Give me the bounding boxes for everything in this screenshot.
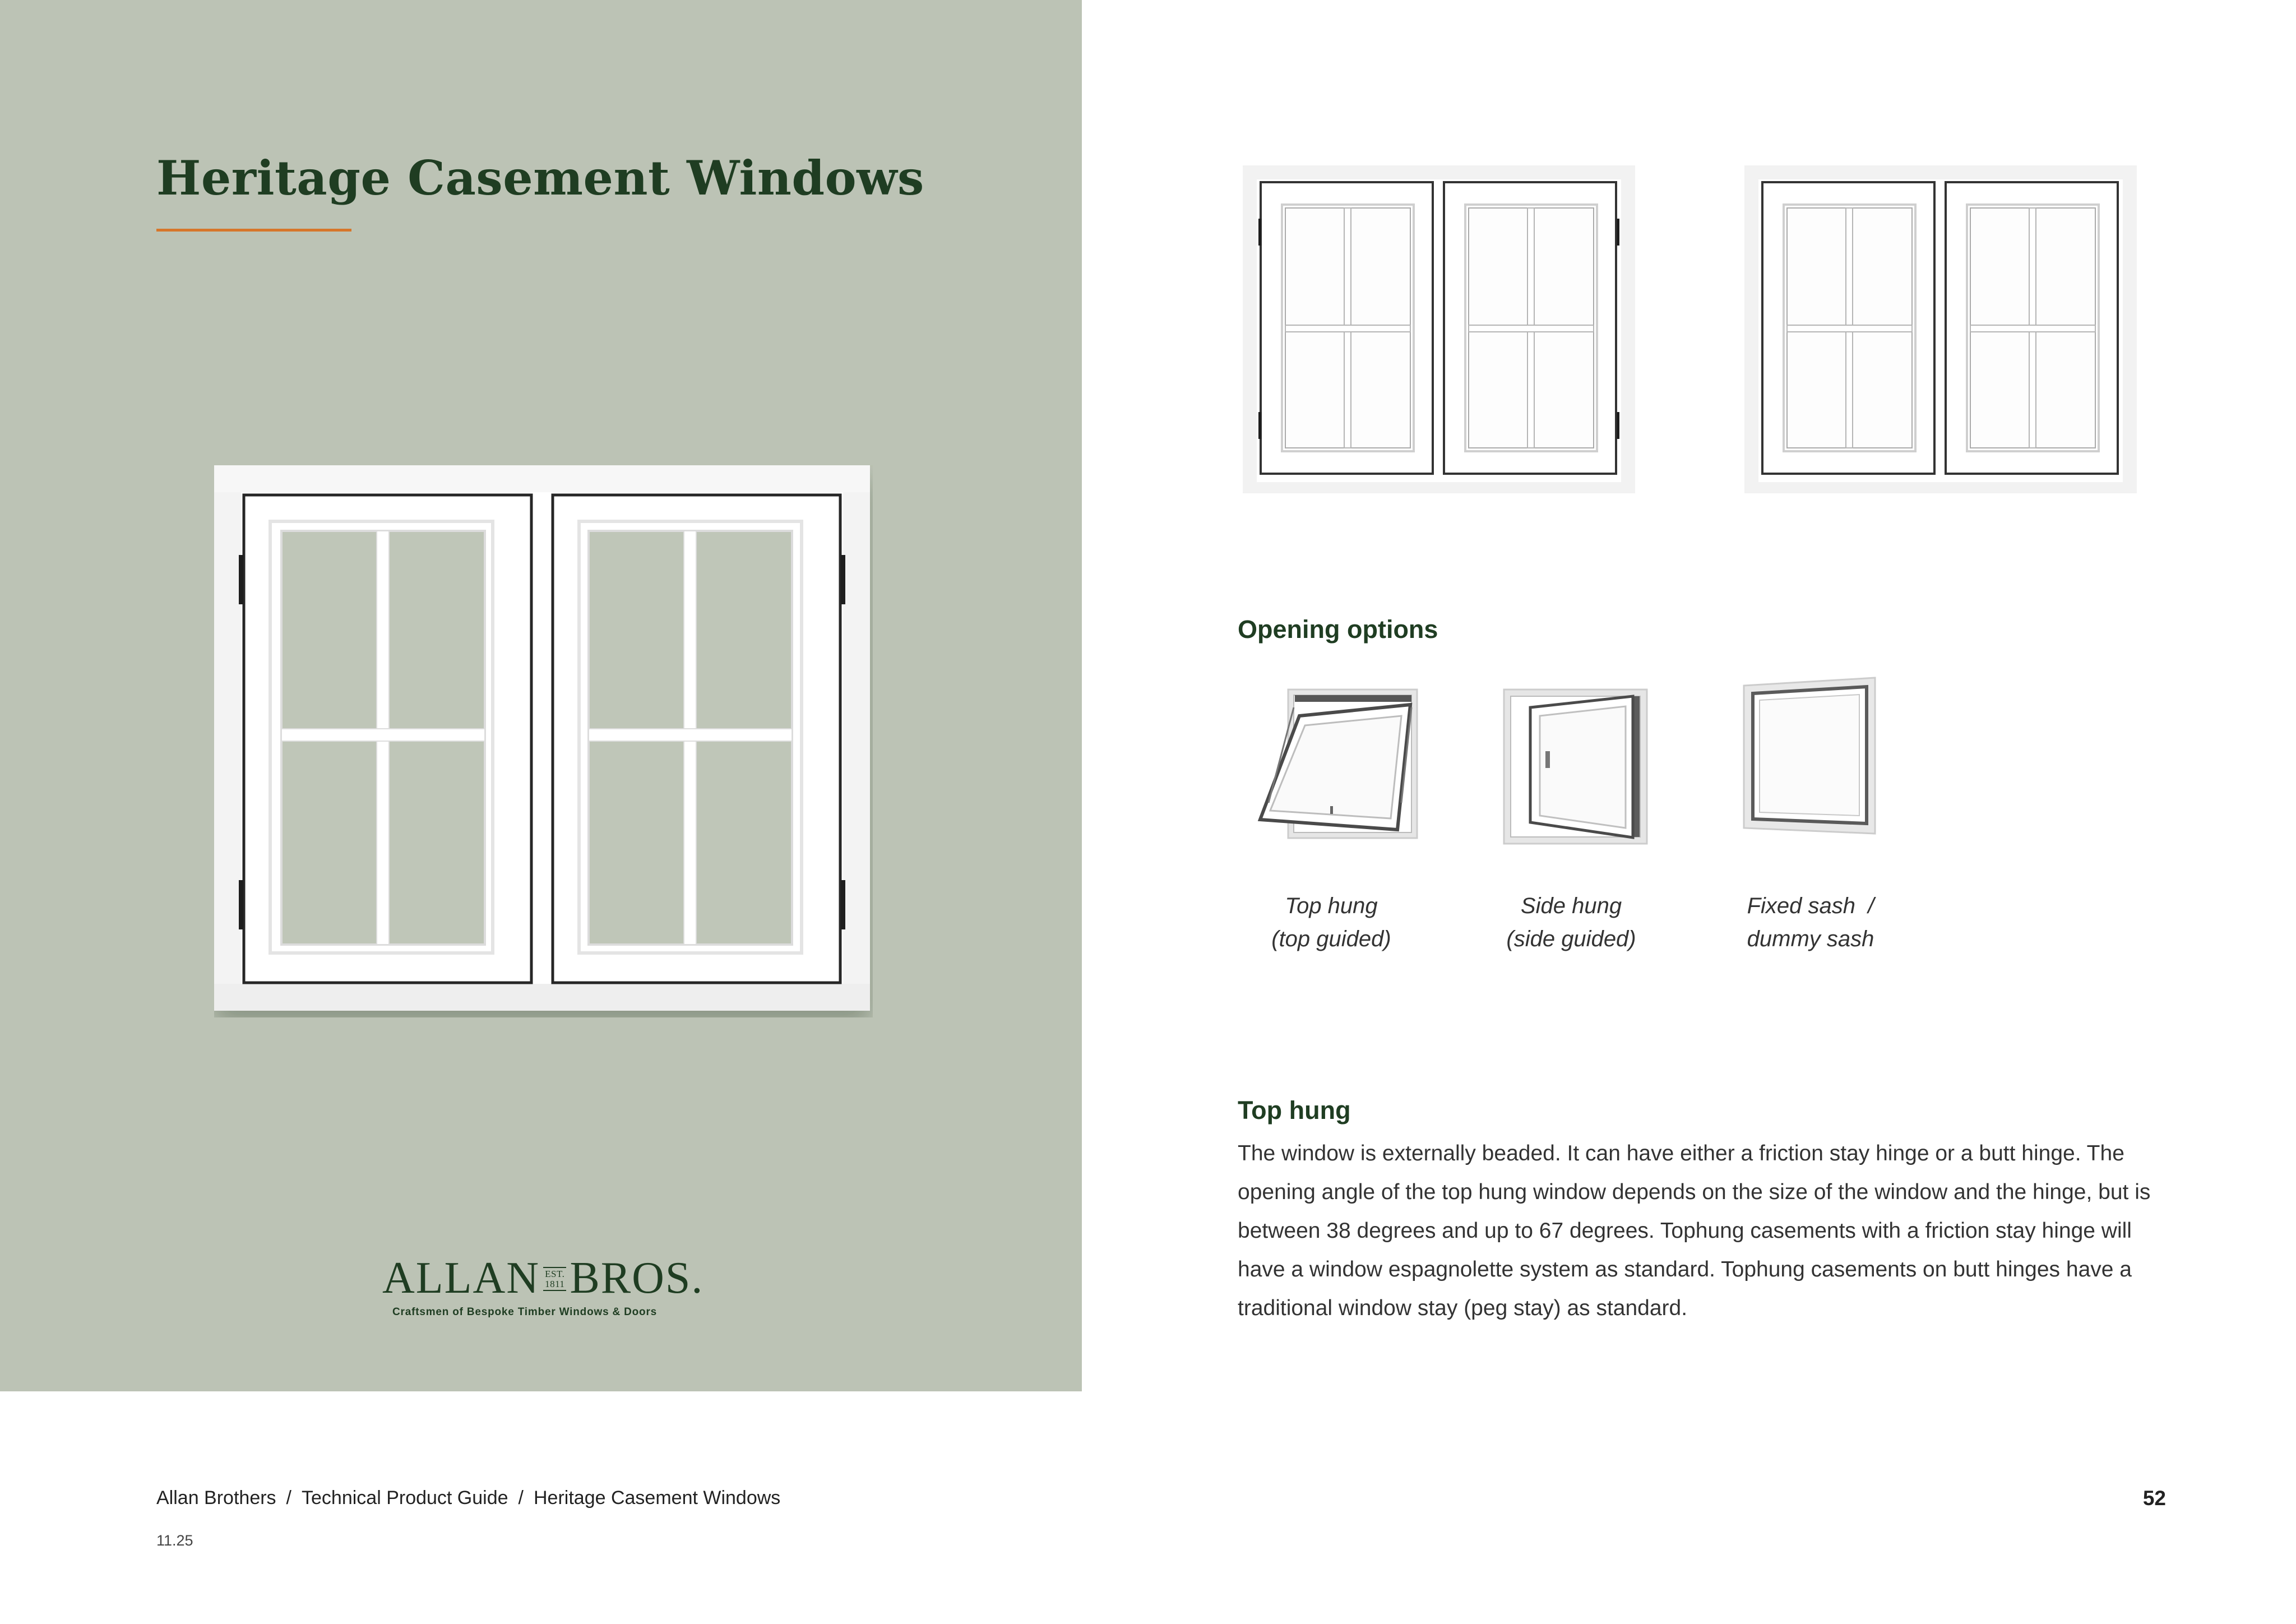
opening-options-heading: Opening options — [1238, 615, 1438, 644]
casement-window-thumbnail-hinged — [1243, 165, 1635, 493]
document-version-code: 11.25 — [156, 1532, 193, 1549]
footer-breadcrumb — [156, 1487, 780, 1509]
title-underline — [156, 229, 351, 232]
top-hung-window-icon — [1255, 685, 1428, 842]
allan-bros-logo — [382, 1253, 704, 1323]
left-sash — [244, 495, 531, 983]
breadcrumb-separator: / — [518, 1487, 524, 1509]
option-label-top-hung: Top hung (top guided) — [1271, 894, 1391, 951]
page-number: 52 — [2142, 1487, 2166, 1510]
option-label-side-hung: Side hung (side guided) — [1506, 894, 1636, 951]
breadcrumb-item: Heritage Casement Windows — [534, 1487, 781, 1509]
casement-window-thumbnail-flush — [1744, 165, 2137, 493]
option-label-fixed-sash: Fixed sash / dummy sash — [1747, 894, 1874, 951]
fixed-sash-window-icon — [1740, 675, 1881, 838]
heritage-casement-window-illustration — [214, 465, 873, 1017]
logo-wordmark: ALLAN EST. 1811 BROS. — [382, 1253, 704, 1303]
page-title: Heritage Casement Windows — [156, 150, 924, 206]
top-hung-description: The window is externally beaded. It can have either a friction stay hinge or a butt hinge. The opening angle of the top hung window depends on the size of the window and the hinge, but is between 38 degrees and up to 67 degrees. Tophung casements with a friction stay hinge will have a window espagnolette system as standard. Tophung casements on butt hinges have a traditional window stay (peg stay) as standard. — [1238, 1141, 2151, 1320]
right-sash — [553, 495, 840, 983]
side-hung-window-icon — [1499, 685, 1654, 848]
logo-tagline: Craftsmen of Bespoke Timber Windows & Doors — [392, 1306, 658, 1318]
breadcrumb-item: Allan Brothers — [156, 1487, 276, 1509]
logo-est-mark: EST. 1811 — [543, 1267, 566, 1292]
breadcrumb-item: Technical Product Guide — [302, 1487, 508, 1509]
breadcrumb-separator: / — [286, 1487, 291, 1509]
top-hung-heading: Top hung — [1238, 1096, 1351, 1125]
